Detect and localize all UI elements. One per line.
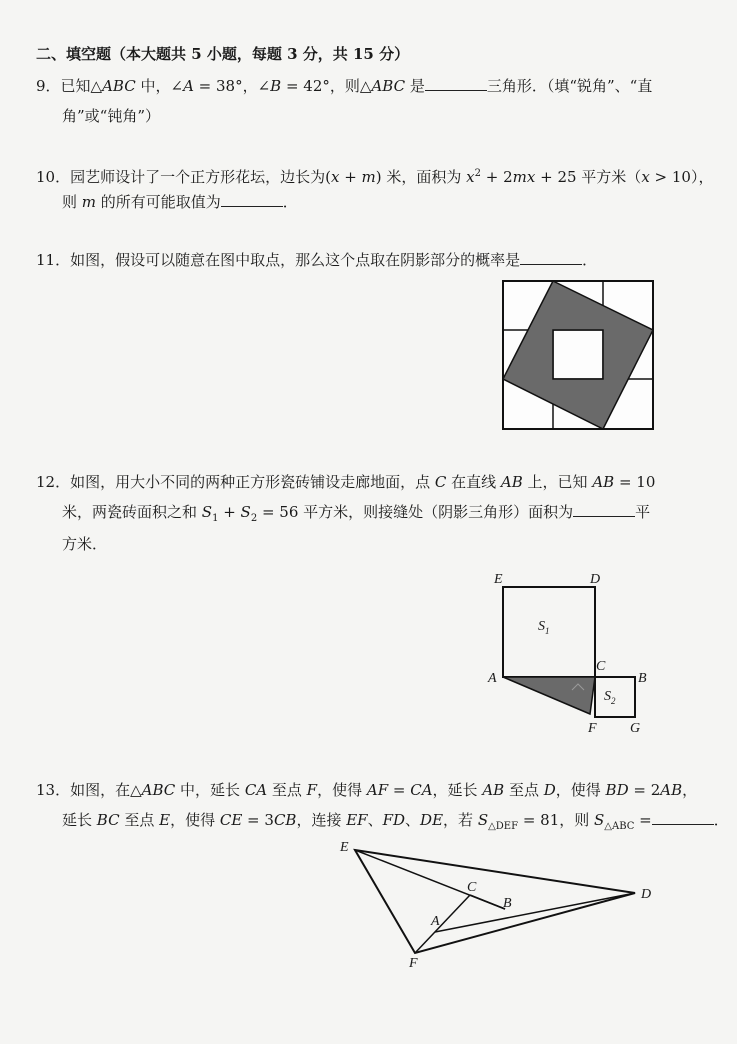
label-e: E <box>340 840 349 855</box>
answer-blank[interactable] <box>520 250 582 265</box>
label-f: F <box>409 956 418 971</box>
answer-blank[interactable] <box>573 502 635 517</box>
question-12-line-2: 米，两瓷砖面积之和 $S_1 + S_2 = 56$ 平方米，则接缝处（阴影三角形）面积为 平 <box>62 503 651 524</box>
answer-blank[interactable] <box>221 192 283 207</box>
question-10-line-1: 10．园艺师设计了一个正方形花坛，边长为(x + m) 米，面积为 $x^2 + 2mx + 25$ 平方米（x > 10）， <box>36 168 714 186</box>
label-s2: $S_2$ <box>604 689 616 706</box>
q13-triangle-figure <box>335 835 665 970</box>
label-b: B <box>638 671 647 686</box>
question-12-line-1: 12．如图，用大小不同的两种正方形瓷砖铺设走廊地面，点 C 在直线 AB 上，已知 AB = 10 <box>36 473 656 491</box>
answer-blank[interactable] <box>652 810 714 825</box>
label-b: B <box>503 896 512 911</box>
question-number: 10． <box>36 168 71 186</box>
label-f: F <box>588 721 597 736</box>
question-number: 11． <box>36 251 71 269</box>
shaded-triangle <box>503 677 595 714</box>
question-10-line-2: 则 m 的所有可能取值为 ． <box>62 193 298 211</box>
label-e: E <box>494 572 503 587</box>
question-number: 12． <box>36 473 71 491</box>
label-a: A <box>431 914 440 929</box>
segment-ad <box>435 893 635 932</box>
label-d: D <box>590 572 601 587</box>
question-number: 13． <box>36 781 71 799</box>
label-a: A <box>488 671 497 686</box>
question-number: 9． <box>36 77 61 95</box>
question-13-line-1: 13．如图，在△ABC 中，延长 CA 至点 F，使得 AF = CA，延长 AB 至点 D，使得 BD = 2AB， <box>36 781 698 799</box>
question-11-line-1: 11．如图，假设可以随意在图中取点，那么这个点取在阴影部分的概率是 ． <box>36 251 598 269</box>
answer-blank[interactable] <box>425 76 487 91</box>
question-9-line-2: 角”或“钝角”） <box>62 107 161 125</box>
question-12-line-3: 方米． <box>62 535 108 553</box>
label-d: D <box>641 887 652 902</box>
label-c: C <box>596 659 606 674</box>
label-g: G <box>630 721 641 736</box>
segment-af <box>415 895 470 953</box>
segment-bc <box>470 895 505 909</box>
label-c: C <box>467 880 477 895</box>
label-s1: $S_1$ <box>538 619 550 636</box>
question-9-line-1: 9．已知△ABC 中，∠A = 38°，∠B = 42°，则△ABC 是 三角形．（填“锐角”、“直 <box>36 77 653 95</box>
q11-grid-figure <box>503 281 653 429</box>
section-title: 二、填空题（本大题共 5 小题，每题 3 分，共 15 分） <box>36 45 410 63</box>
q12-tiles-figure <box>488 572 658 737</box>
question-13-line-2: 延长 BC 至点 E，使得 CE = 3CB，连接 EF、FD、DE，若 $S_{\triangle DEF} = 81$，则 $S_{\triangle ABC}$ = ． <box>62 811 729 832</box>
